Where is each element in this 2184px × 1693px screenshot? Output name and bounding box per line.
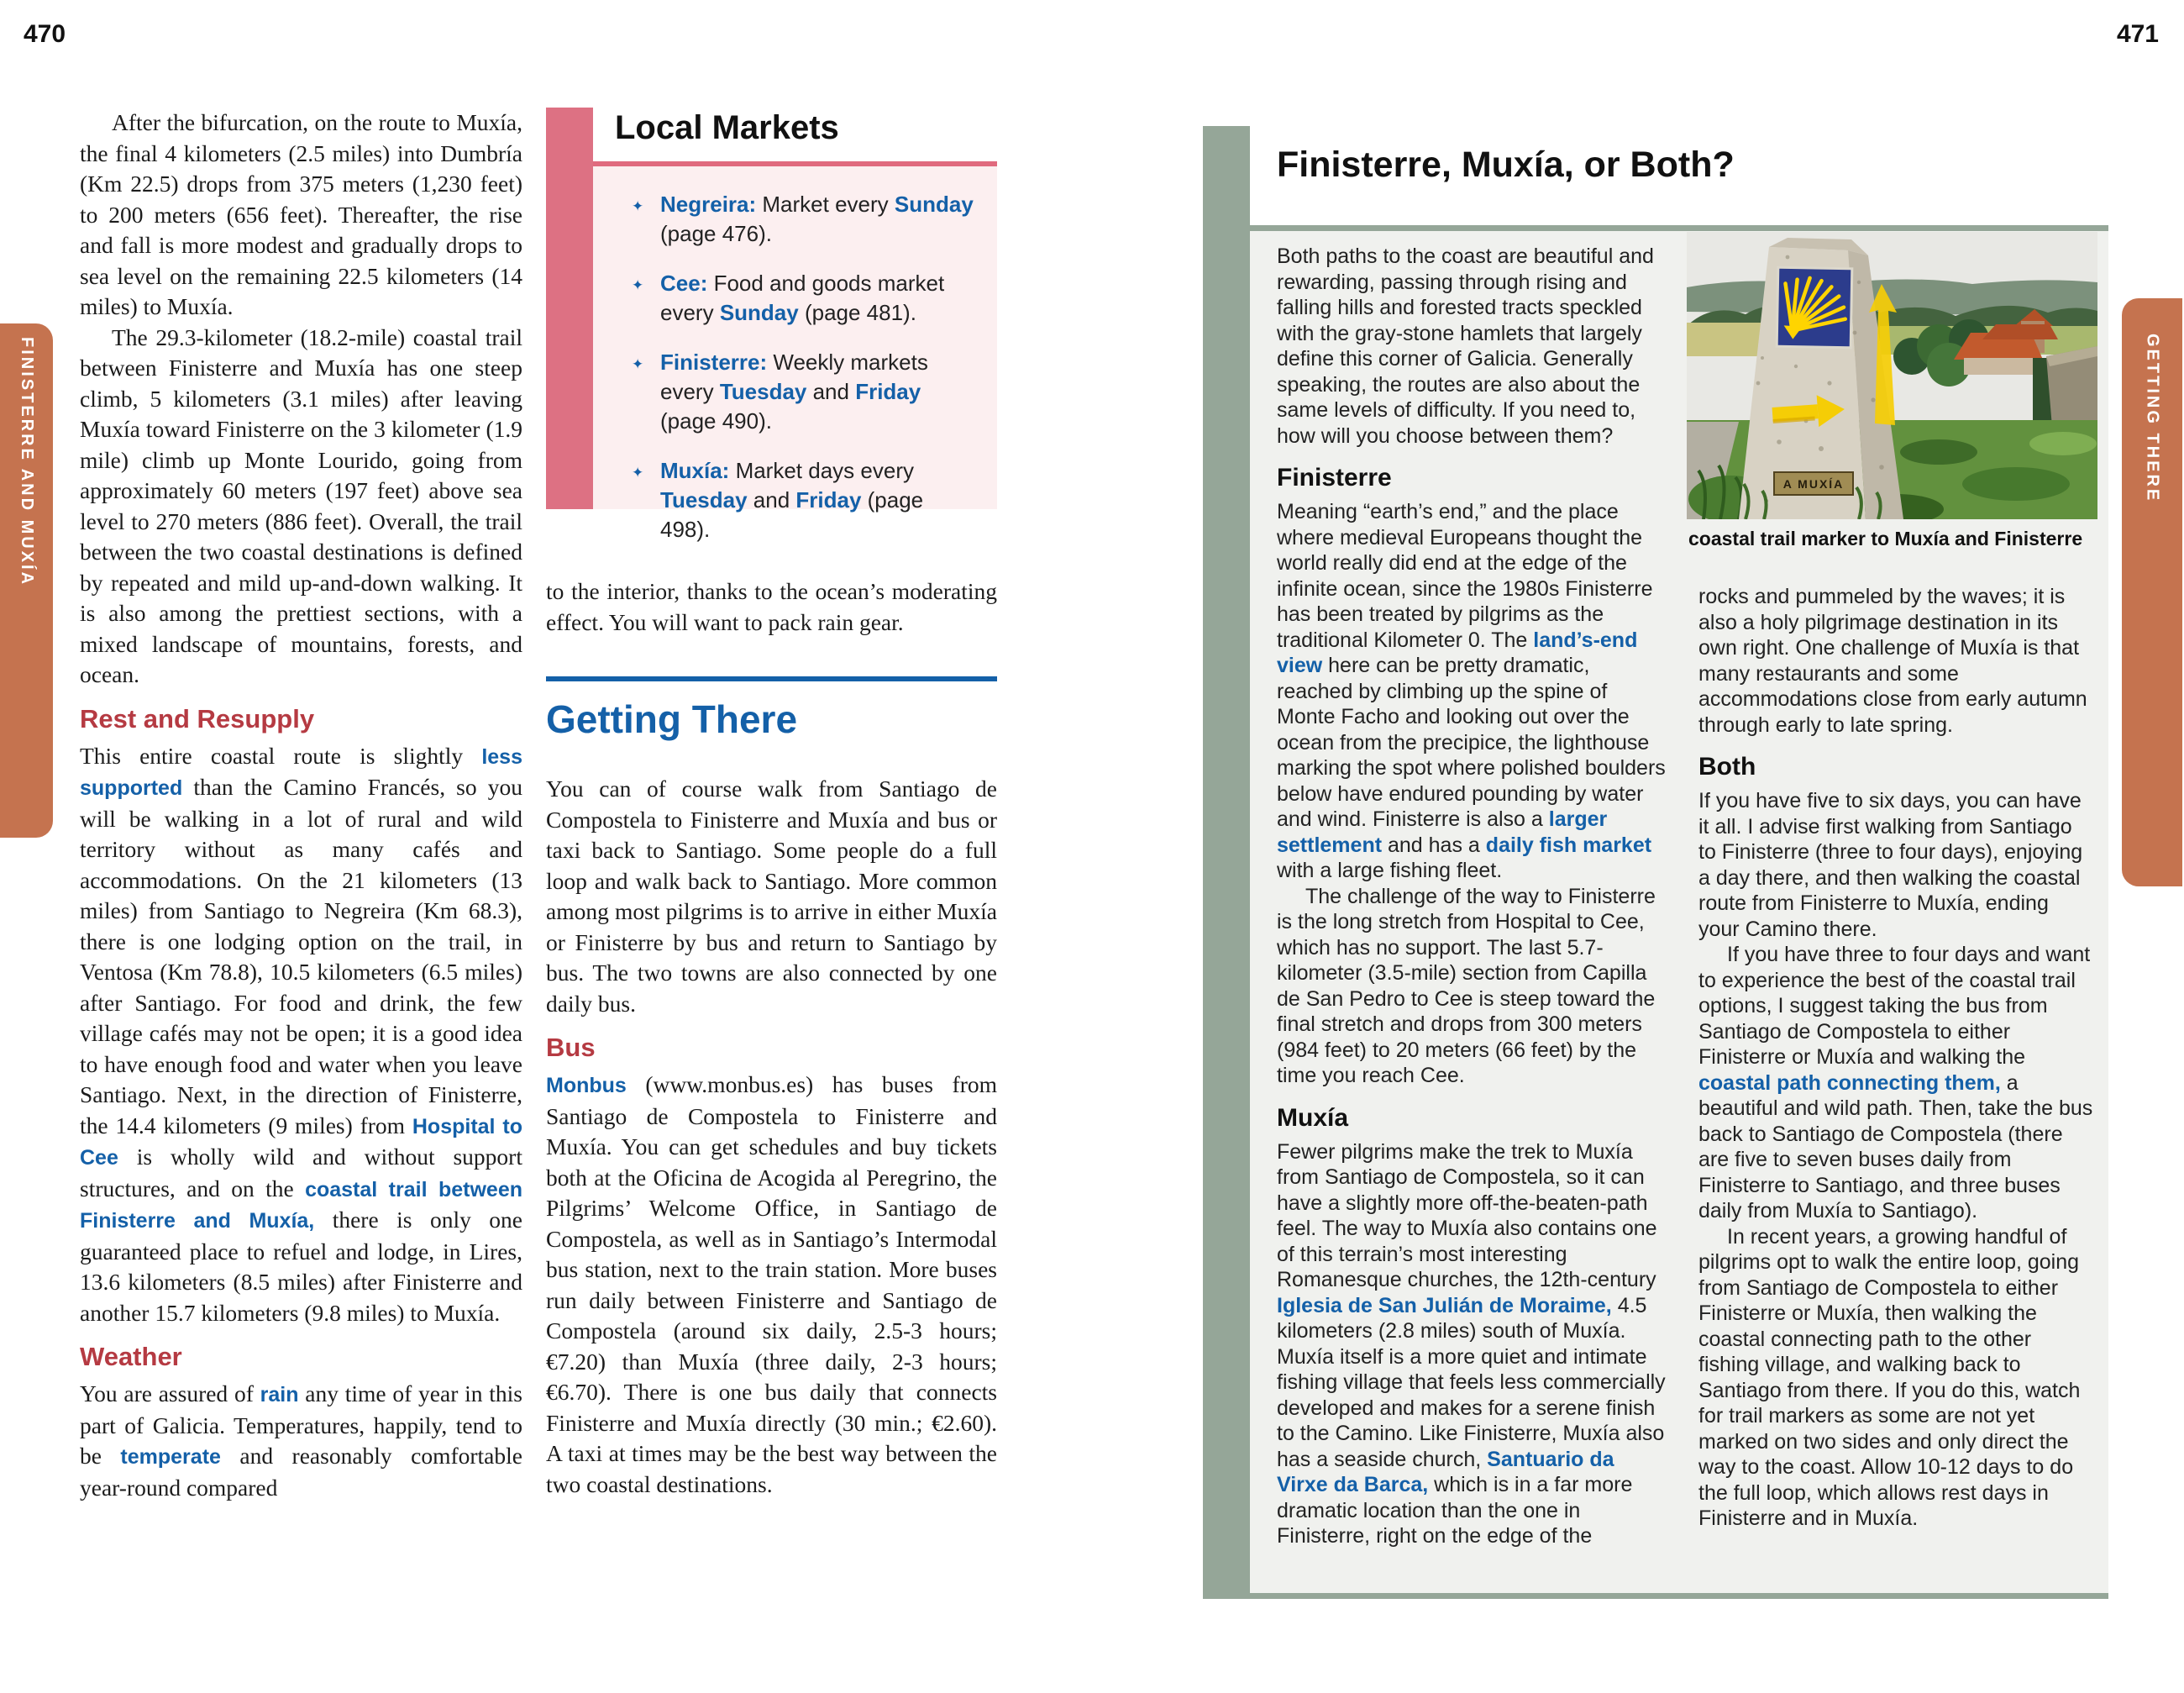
section-heading-weather: Weather xyxy=(80,1342,182,1371)
section-heading-both: Both xyxy=(1698,753,1756,781)
diamond-bullet-icon: ✦ xyxy=(632,465,644,481)
marker-plaque-label: A MUXÍA xyxy=(1782,477,1845,491)
body-paragraph: Meaning “earth’s end,” and the place where medieval Europeans thought the world really did end at the edge of the infinite ocean, since the 1980s Finisterre has been treated by pilgrims as the traditional Kilometer 0. The land’s-end view here can be pretty dramatic, reached by climbing up the spine of Monte Facho and looking out over the ocean from the precipice, the lighthouse marking the spot where polished boulders below have endured pounding by water and wind. Finisterre is also a larger settlement and has a daily fish market with a large fishing fleet. xyxy=(1277,500,1666,882)
market-item-text: Muxía: Market days every Tuesday and Friday (page 498). xyxy=(660,458,924,542)
photo-caption: coastal trail marker to Muxía and Finisterre xyxy=(1688,528,2083,549)
body-paragraph: If you have three to four days and want to experience the best of the coastal trail options, I suggest taking the bus from Santiago de Compostela to either Finisterre or Muxía and walking the coastal path connecting them, a beautiful and wild path. Then, take the bus back to Santiago de Compostela (there are five to seven buses daily from Finisterre to Santiago, and three buses daily from Muxía to Santiago). xyxy=(1698,943,2093,1222)
local-markets-content xyxy=(593,166,997,542)
body-paragraph: to the interior, thanks to the ocean’s moderating effect. You will want to pack rain gear. xyxy=(546,578,997,635)
body-paragraph: After the bifurcation, on the route to Muxía, the final 4 kilometers (2.5 miles) into Dumbría (Km 22.5) drops from 375 meters (1,230 feet) to 200 meters (656 feet). Thereafter, the rise and fall is more modest and gradually drops to sea level on the remaining 22.5 kilometers (14 miles) to Muxía. xyxy=(80,109,522,319)
page-number-left: 470 xyxy=(24,20,66,48)
body-paragraph: Fewer pilgrims make the trek to Muxía from Santiago de Compostela, so it can have a slightly more off-the-beaten-path feel. The way to Muxía also contains one of this terrain’s most interesting Romanesque churches, the 12th-century Iglesia de San Julián de Moraime, 4.5 kilometers (2.8 miles) south of Muxía. Muxía itself is a more quiet and intimate fishing village that feels less commercially developed and makes for a serene finish to the Camino. Like Finisterre, Muxía also has a seaside church, Santuario da Virxe da Barca, which is in a far more dramatic location than the one in Finisterre, right on the edge of the xyxy=(1277,1139,1666,1548)
left-page-column-2 xyxy=(546,576,997,1500)
body-paragraph: You can of course walk from Santiago de Compostela to Finisterre and Muxía and bus or taxi back to Santiago. Some people do a full loop and walk back to Santiago. More common among most pilgrims is to arrive in either Muxía or Finisterre by bus and return to Santiago by bus. The two towns are also connected by one daily bus. xyxy=(546,776,997,1017)
body-paragraph: If you have five to six days, you can have it all. I advise first walking from Santiago to Finisterre (three to four days), enjoying a day there, and then walking the coastal route from Finisterre to Muxía, ending your Camino there. xyxy=(1698,789,2083,941)
page-number-right: 471 xyxy=(2116,20,2159,48)
section-heading-rest-and-resupply: Rest and Resupply xyxy=(80,703,315,733)
feature-box-title: Finisterre, Muxía, or Both? xyxy=(1277,145,1735,185)
left-page-column-1 xyxy=(80,108,522,1503)
feature-box-finisterre-muxia-or-both xyxy=(1203,126,2108,1599)
tab-getting-there xyxy=(2122,298,2182,886)
local-markets-accent-bar xyxy=(546,108,593,509)
market-list-item xyxy=(630,348,975,436)
market-item-text: Finisterre: Weekly markets every Tuesday and Friday (page 490). xyxy=(660,350,928,434)
market-item-text: Negreira: Market every Sunday (page 476). xyxy=(660,192,974,246)
section-heading-bus: Bus xyxy=(546,1033,596,1062)
feature-box-column-2 xyxy=(1698,584,2095,1588)
body-paragraph: The 29.3-kilometer (18.2-mile) coastal trail between Finisterre and Muxía has one steep climb, 5 kilometers (3.1 miles) after leaving Muxía toward Finisterre on the 3 kilometer (1.9 mile) climb up Monte Lourido, going from approximately 60 meters (197 feet) above sea level to 270 meters (886 feet). Overall, the trail between the two coastal destinations is defined by repeated and mild up-and-down walking. It is also among the prettiest sections, with a mixed landscape of mountains, forests, and ocean. xyxy=(80,323,522,687)
local-markets-box xyxy=(546,108,997,542)
section-heading-muxia: Muxía xyxy=(1277,1103,1349,1132)
feature-box-divider-bottom xyxy=(1250,1593,2108,1599)
diamond-bullet-icon: ✦ xyxy=(632,356,644,372)
trail-marker-photo xyxy=(1687,232,2097,519)
getting-there-divider xyxy=(546,676,997,681)
market-list-item xyxy=(630,190,975,249)
tab-getting-there-label: GETTING THERE xyxy=(2143,334,2162,503)
market-list-item xyxy=(630,269,975,328)
diamond-bullet-icon: ✦ xyxy=(632,198,644,214)
body-paragraph: rocks and pummeled by the waves; it is also a holy pilgrimage destination in its own right. One challenge of Muxía is that many restaurants and some accommodations close from early autumn through early to late spring. xyxy=(1698,585,2087,737)
body-paragraph: Both paths to the coast are beautiful and rewarding, passing through rising and falling hills and forested tracts speckled with the gray-stone hamlets that largely define this corner of Galicia. Generally speaking, the routes are also about the same levels of difficulty. If you need to, how will you choose between them? xyxy=(1277,244,1654,448)
market-item-text: Cee: Food and goods market every Sunday (page 481). xyxy=(660,271,945,325)
section-heading-getting-there: Getting There xyxy=(546,697,798,741)
tab-finisterre-and-muxia-label: FINISTERRE AND MUXÍA xyxy=(18,337,36,587)
trail-marker-illustration xyxy=(1687,232,2097,519)
local-markets-title: Local Markets xyxy=(615,109,839,146)
body-paragraph: In recent years, a growing handful of pilgrims opt to walk the entire loop, going from Santiago de Compostela to either Finisterre or Muxía, then walking the coastal connecting path to the other fishing village, and walking back to Santiago from there. If you do this, watch for trail markers as some are not yet marked on two sides and only direct the way to the coast. Allow 10-12 days to do the full loop, which allows rest days in Finisterre and in Muxía. xyxy=(1698,1224,2081,1530)
feature-box-divider-top xyxy=(1250,225,2108,231)
tab-finisterre-and-muxia xyxy=(0,323,53,838)
feature-box-accent-bar xyxy=(1203,126,1250,1599)
section-heading-finisterre: Finisterre xyxy=(1277,464,1392,492)
market-list-item xyxy=(630,456,975,544)
body-paragraph: Monbus (www.monbus.es) has buses from Santiago de Compostela to Finisterre and Muxía. You can get schedules and buy tickets both at the Oficina de Acogida al Peregrino, the Pilgrims’ Welcome Office, in Santiago de Compostela, as well as in Santiago’s Intermodal bus station, next to the train station. More buses run daily between Finisterre and Santiago de Compostela (around six daily, 2.5-3 hours; €7.20) than Muxía (three daily, 2-3 hours; €6.70). There is one bus daily that connects Finisterre and Muxía directly (30 min.; €2.60). A taxi at times may be the best way between the two coastal destinations. xyxy=(546,1071,997,1497)
body-paragraph: You are assured of rain any time of year in this part of Galicia. Temperatures, happily, tend to be temperate and reasonably comfortable year-round compared xyxy=(80,1380,523,1501)
feature-box-column-1 xyxy=(1277,244,1670,1588)
diamond-bullet-icon: ✦ xyxy=(632,277,644,293)
body-paragraph: This entire coastal route is slightly less supported than the Camino Francés, so you will be walking in a lot of rural and wild territory without as many cafés and accommodations. On the 21 kilometers (13 miles) from Santiago to Negreira (Km 68.3), there is one lodging option on the trail, in Ventosa (Km 78.8), 10.5 kilometers (6.5 miles) after Santiago. For food and drink, the few village cafés may not be open; it is a good idea to have enough food and water when you leave Santiago. Next, in the direction of Finisterre, the 14.4 kilometers (9 miles) from Hospital to Cee is wholly wild and without support structures, and on the coastal trail between Finisterre and Muxía, there is only one guaranteed place to refuel and lodge, in Lires, 13.6 kilometers (8.5 miles) after Finisterre and another 15.7 kilometers (9.8 miles) to Muxía. xyxy=(80,742,523,1326)
body-paragraph: The challenge of the way to Finisterre is the long stretch from Hospital to Cee, which has no support. The last 5.7-kilometer (3.5-mile) section from Capilla de San Pedro to Cee is steep toward the final stretch and drops from 300 meters (984 feet) to 20 meters (66 feet) by the time you reach Cee. xyxy=(1277,884,1656,1087)
